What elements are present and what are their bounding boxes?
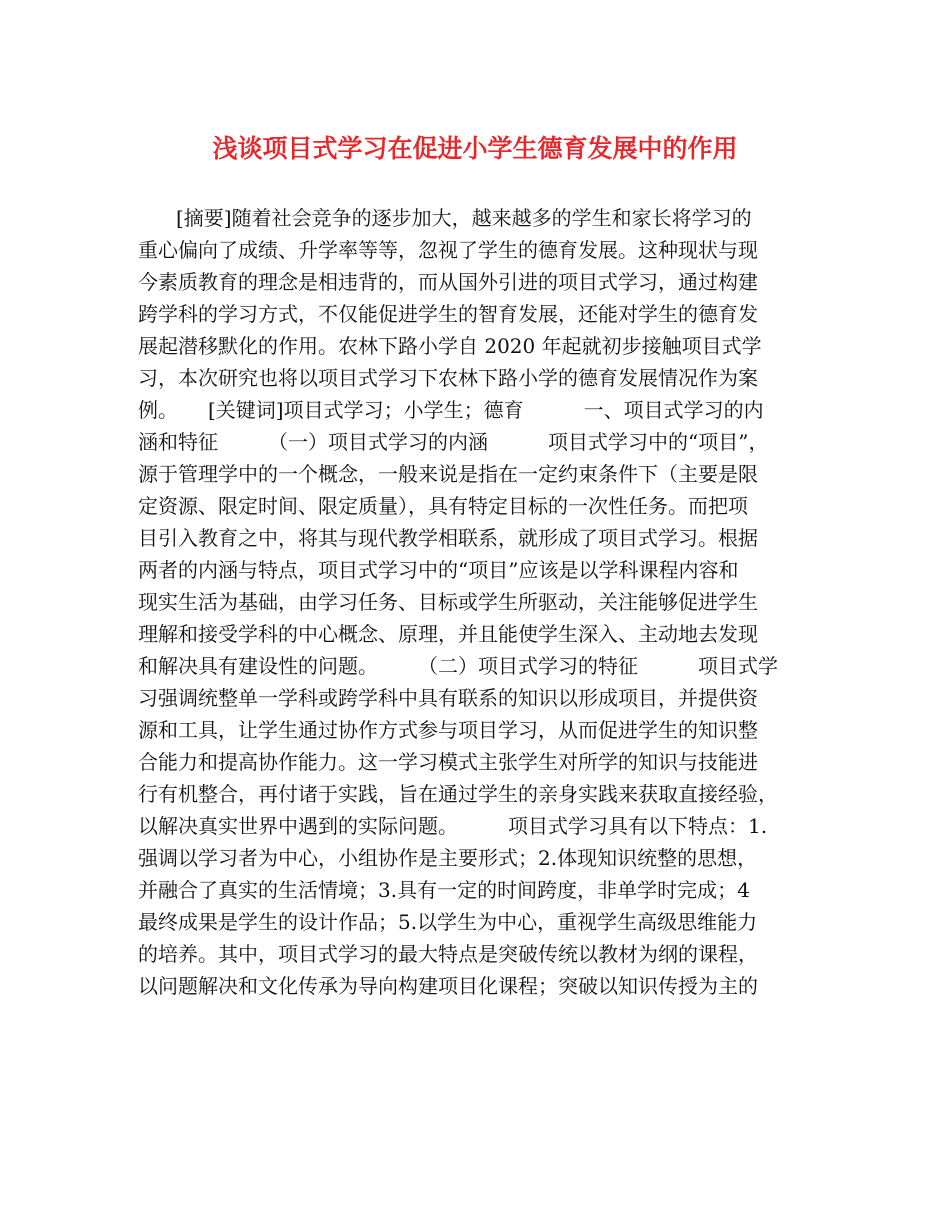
body-line: 合能力和提高协作能力。这一学习模式主张学生对所学的知识与技能进 [138, 750, 758, 774]
body-line: 习强调统整单一学科或跨学科中具有联系的知识以形成项目，并提供资 [138, 686, 758, 710]
body-line: 源于管理学中的一个概念，一般来说是指在一定约束条件下（主要是限 [138, 462, 758, 486]
body-line: 最终成果是学生的设计作品；5.以学生为中心，重视学生高级思维能力 [138, 910, 758, 934]
body-line: 跨学科的学习方式，不仅能促进学生的智育发展，还能对学生的德育发 [138, 302, 758, 326]
body-line: 今素质教育的理念是相违背的，而从国外引进的项目式学习，通过构建 [138, 270, 758, 294]
body-line: 涵和特征 （一）项目式学习的内涵 项目式学习中的“项目”， [138, 430, 769, 454]
body-line: 行有机整合，再付诸于实践，旨在通过学生的亲身实践来获取直接经验， [138, 782, 778, 806]
body-line: 定资源、限定时间、限定质量），具有特定目标的一次性任务。而把项 [138, 494, 748, 518]
body-line: 源和工具，让学生通过协作方式参与项目学习，从而促进学生的知识整 [138, 718, 758, 742]
body-line: 展起潜移默化的作用。农林下路小学自 2020 年起就初步接触项目式学 [138, 334, 762, 358]
body-line: 以解决真实世界中遇到的实际问题。 项目式学习具有以下特点：1. [138, 814, 768, 838]
body-line: 两者的内涵与特点，项目式学习中的“项目”应该是以学科课程内容和 [138, 558, 739, 582]
body-line: 的培养。其中，项目式学习的最大特点是突破传统以教材为纲的课程， [138, 942, 758, 966]
document-body [138, 202, 828, 1002]
body-line: 目引入教育之中，将其与现代教学相联系，就形成了项目式学习。根据 [138, 526, 758, 550]
body-line: [摘要]随着社会竞争的逐步加大，越来越多的学生和家长将学习的 [176, 206, 752, 230]
body-line: 例。 [关键词]项目式学习；小学生；德育 一、项目式学习的内 [138, 398, 764, 422]
body-line: 强调以学习者为中心，小组协作是主要形式；2.体现知识统整的思想， [138, 846, 758, 870]
body-line: 和解决具有建设性的问题。 （二）项目式学习的特征 项目式学 [138, 654, 778, 678]
body-line: 重心偏向了成绩、升学率等等，忽视了学生的德育发展。这种现状与现 [138, 238, 758, 262]
document-title: 浅谈项目式学习在促进小学生德育发展中的作用 [212, 134, 738, 163]
body-line: 并融合了真实的生活情境；3.具有一定的时间跨度，非单学时完成；4 [138, 878, 750, 902]
body-line: 习，本次研究也将以项目式学习下农林下路小学的德育发展情况作为案 [138, 366, 758, 390]
body-line: 理解和接受学科的中心概念、原理，并且能使学生深入、主动地去发现 [138, 622, 758, 646]
body-line: 现实生活为基础，由学习任务、目标或学生所驱动，关注能够促进学生 [138, 590, 758, 614]
body-line: 以问题解决和文化传承为导向构建项目化课程；突破以知识传授为主的 [138, 974, 758, 998]
